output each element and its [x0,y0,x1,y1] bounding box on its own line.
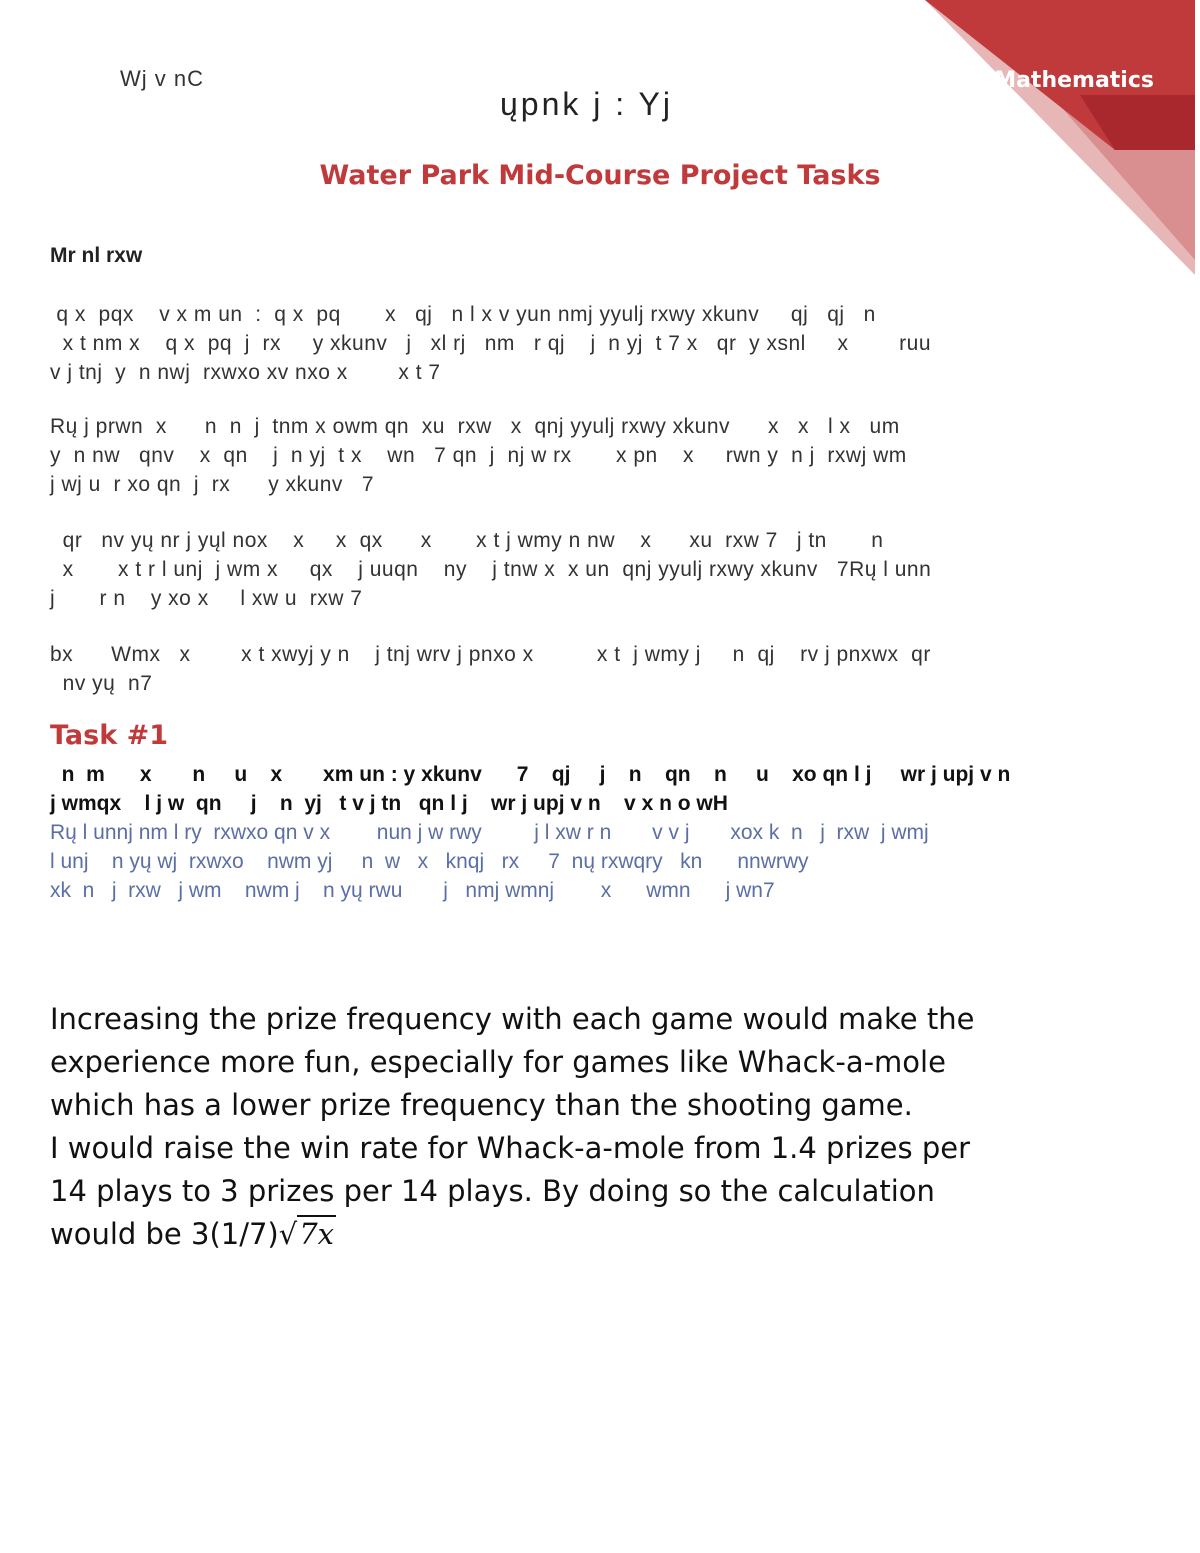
header-garbled-text: ųpnk j : Yj [500,86,673,122]
answer-line-5: 14 plays to 3 prizes per 14 plays. By doing so the calculation [50,1174,935,1208]
mathematics-corner-banner [870,0,1200,290]
answer-line-3: which has a lower prize frequency than the shooting game. [50,1088,913,1122]
intro-label: Mr nl rxw [50,244,143,267]
student-answer [50,998,1150,1256]
intro-paragraph-3: qr nv yų nr j yųl nox x x qx x x t j wmy n nw x xu rxw 7 j tn n x x t r l unj j wm x qx j uuqn ny j tnw x x un qnj yyulj rxwy xkunv 7Rų l unn j r n y xo x l xw u rxw 7 [50,529,932,610]
answer-line-6 [50,1213,1150,1256]
intro-paragraph-1: q x pqx v x m un : q x pq x qj n l x v yun nmj yyulj rxwy xkunv qj qj n x t nm x q x pq j rx y xkunv j xl rj nm r qj j n yj t 7 x qr y xsnl x ruu v j tnj y n nwj rxwxo xv nxo x x t 7 [50,303,932,384]
answer-line-4: I would raise the win rate for Whack-a-mole from 1.4 prizes per [50,1131,970,1165]
top-left-text: Wj v nC [120,66,204,91]
task-1-note: Rų l unnj nm l ry rxwxo qn v x nun j w rwy j l xw r n v v j xox k n j rxw j wmj l unj n yų wj rxwxo nwm yj n w x knqj rx 7 nų rxwqry kn nnwrwy xk n j rxw j wm nwm j n yų rwu j nmj wmnj x wmn j wn7 [50,821,929,902]
formula-radicand: 7x [299,1217,335,1251]
intro-paragraph-4: bx Wmx x x t xwyj y n j tnj wrv j pnxo x x t j wmy j n qj rv j pnxwx qr nv yų n7 [50,643,931,695]
square-root-icon: √ [278,1217,298,1251]
answer-line-1: Increasing the prize frequency with each game would make the [50,1002,975,1036]
subject-banner-text: Mathematics [994,68,1154,93]
task-1-heading: Task #1 [50,720,168,751]
answer-line-2: experience more fun, especially for games like Whack-a-mole [50,1045,946,1079]
document-title: Water Park Mid-Course Project Tasks [319,160,881,191]
task-1-instructions: n m x n u x xm un : y xkunv 7 qj j n qn n u xo qn l j wr j upj v n j wmqx l j w qn j n yj t v j tn qn l j wr j upj v n v x n o wH [50,763,1011,815]
intro-paragraph-2: Rų j prwn x n n j tnm x owm qn xu rxw x qnj yyulj rxwy xkunv x x l x um y n nw qnv x qn j n yj t x wn 7 qn j nj w rx x pn x rwn y n j rxwj wm j wj u r xo qn j rx y xkunv 7 [50,415,907,496]
answer-formula-prefix: would be 3(1/7) [50,1217,279,1251]
